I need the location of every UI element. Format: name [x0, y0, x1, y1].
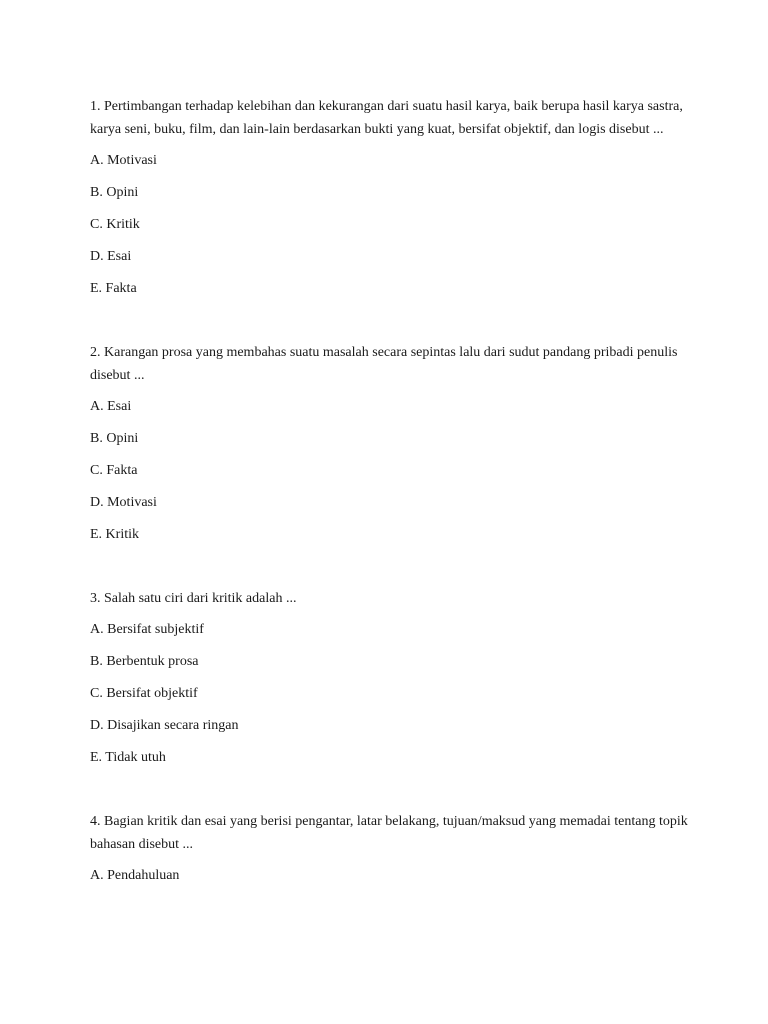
- option-b: B. Opini: [90, 185, 139, 200]
- option-c: C. Fakta: [90, 463, 138, 478]
- option-a: A. Motivasi: [90, 153, 157, 168]
- option-e: E. Tidak utuh: [90, 750, 166, 765]
- option-d: D. Esai: [90, 249, 132, 264]
- question-3: [90, 587, 690, 769]
- option-e: E. Kritik: [90, 527, 139, 542]
- option-e: E. Fakta: [90, 281, 137, 296]
- option-a: A. Pendahuluan: [90, 868, 180, 883]
- question-spacer: [90, 555, 690, 587]
- option-b: B. Berbentuk prosa: [90, 654, 199, 669]
- question-2: [90, 341, 690, 546]
- option-a: A. Bersifat subjektif: [90, 622, 204, 637]
- question-text: 3. Salah satu ciri dari kritik adalah ...: [90, 591, 297, 606]
- question-1: [90, 95, 690, 300]
- option-d: D. Disajikan secara ringan: [90, 718, 239, 733]
- option-d: D. Motivasi: [90, 495, 157, 510]
- question-4: [90, 810, 690, 887]
- question-text: 4. Bagian kritik dan esai yang berisi pengantar, latar belakang, tujuan/maksud yang memadai tentang topik bahasan disebut ...: [90, 814, 688, 852]
- option-c: C. Bersifat objektif: [90, 686, 198, 701]
- question-text: 1. Pertimbangan terhadap kelebihan dan kekurangan dari suatu hasil karya, baik berupa hasil karya sastra, karya seni, buku, film, dan lain-lain berdasarkan bukti yang kuat, bersifat objektif, dan logis disebut ...: [90, 99, 683, 137]
- question-spacer: [90, 778, 690, 810]
- quiz-content: [90, 95, 690, 896]
- question-spacer: [90, 309, 690, 341]
- option-a: A. Esai: [90, 399, 132, 414]
- option-b: B. Opini: [90, 431, 139, 446]
- option-c: C. Kritik: [90, 217, 140, 232]
- question-text: 2. Karangan prosa yang membahas suatu masalah secara sepintas lalu dari sudut pandang pribadi penulis disebut ...: [90, 345, 678, 383]
